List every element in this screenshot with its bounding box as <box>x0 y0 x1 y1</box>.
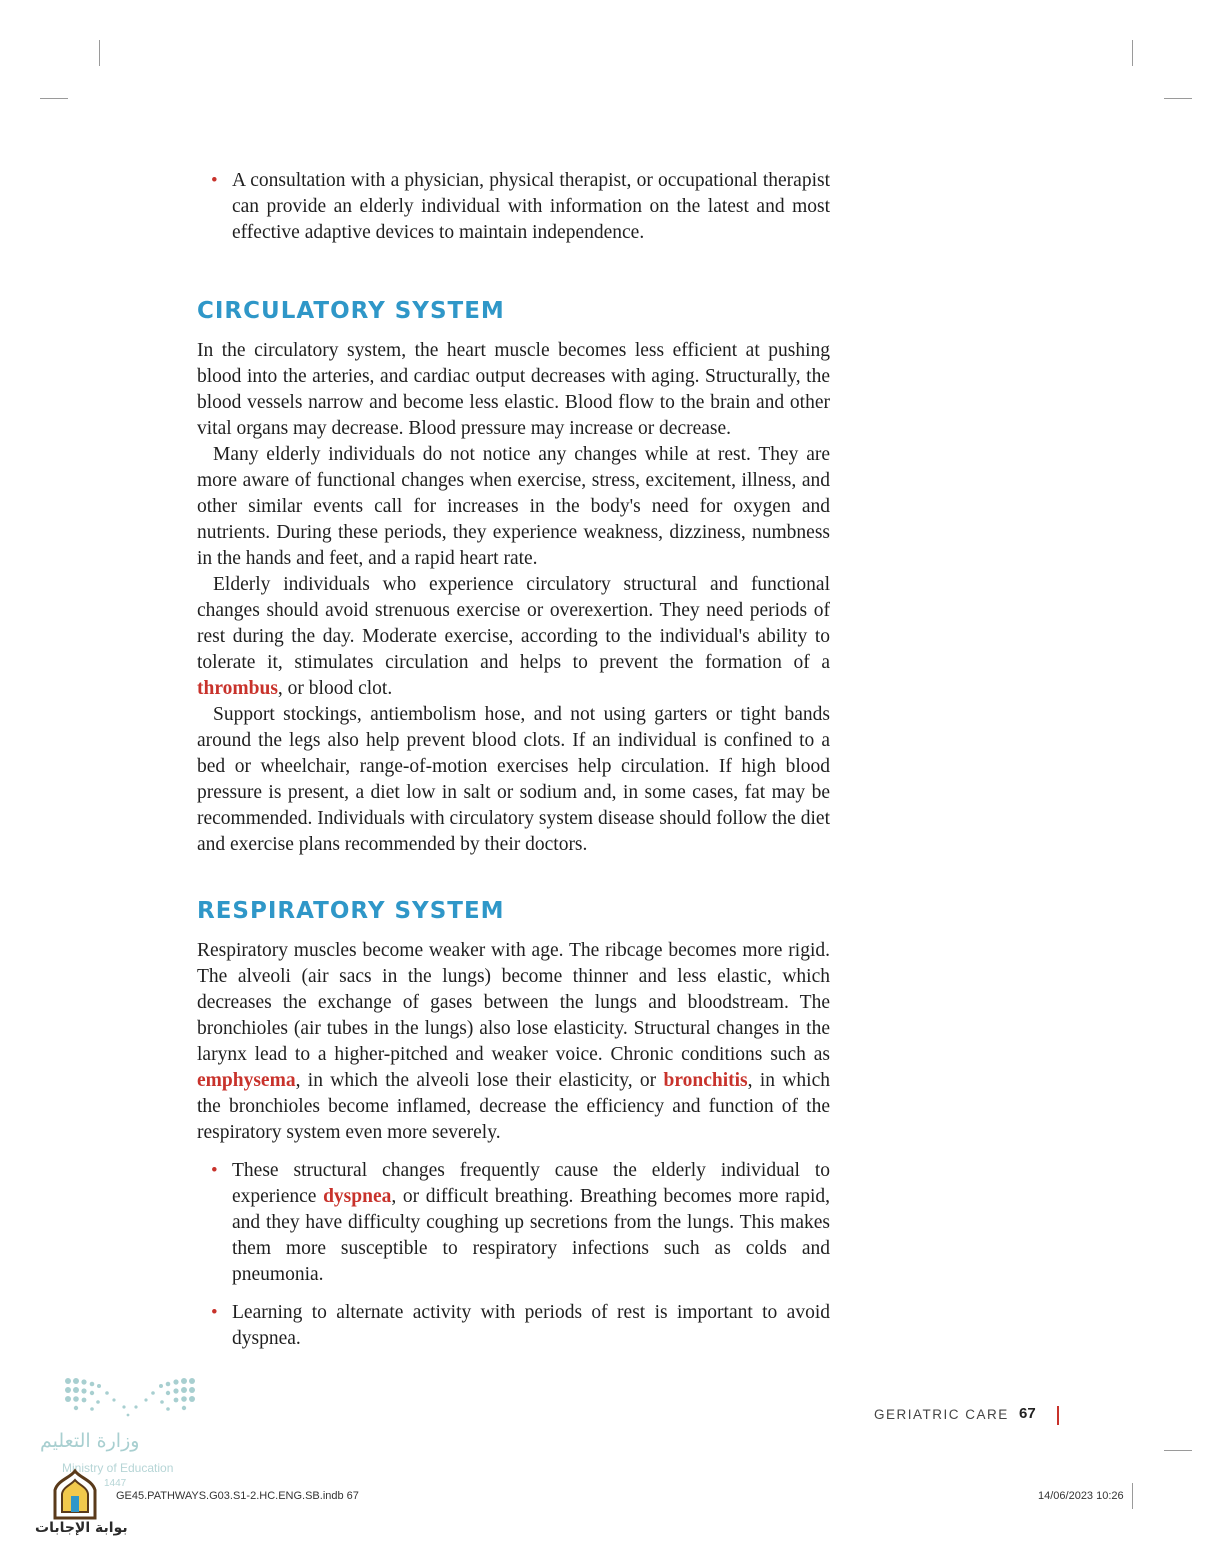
bullet-item <box>197 1300 830 1352</box>
bullet-dot-icon: • <box>211 170 218 191</box>
running-head: GERIATRIC CARE <box>874 1407 1009 1422</box>
print-slug-date: 14/06/2023 10:26 <box>1038 1490 1124 1502</box>
paragraph: In the circulatory system, the heart muscle becomes less efficient at pushing blood into the arteries, and cardiac output decreases with aging. Structurally, the blood vessels narrow and become less elastic. Blood flow to the brain and other vital organs may decrease. Blood pressure may increase or decrease. <box>197 340 830 439</box>
paragraph: Many elderly individuals do not notice any changes while at rest. They are more aware of functional changes when exercise, stress, excitement, illness, and other similar events call for increases in the body's need for oxygen and nutrients. During these periods, they experience weakness, dizziness, numbness in the hands and feet, and a rapid heart rate. <box>197 444 830 569</box>
paragraph: Support stockings, antiembolism hose, and not using garters or tight bands around the legs also help prevent blood clots. If an individual is confined to a bed or wheelchair, range-of-motion exercises help circulation. If high blood pressure is present, a diet low in salt or sodium and, in some cases, fat may be recommended. Individuals with circulatory system disease should follow the diet and exercise plans recommended by their doctors. <box>197 704 830 855</box>
page-content <box>197 168 830 1352</box>
glossary-term: thrombus <box>197 678 278 699</box>
ministry-logo-icon <box>62 1375 202 1420</box>
watermark-logo-icon <box>50 1468 100 1520</box>
paragraph-text: , in which the alveoli lose their elasticity, or <box>295 1070 664 1091</box>
crop-mark <box>1164 1450 1192 1451</box>
ministry-year: 1447 <box>104 1478 127 1489</box>
page-number-bar <box>1057 1406 1059 1425</box>
paragraph-text: Elderly individuals who experience circulatory structural and functional changes should avoid strenuous exercise or overexertion. They need periods of rest during the day. Moderate exercise, according to the individual's ability to tolerate it, stimulates circulation and helps to prevent the formation of a <box>197 574 830 673</box>
page-number: 67 <box>1019 1405 1036 1422</box>
bullet-text: Learning to alternate activity with periods of rest is important to avoid dyspnea. <box>232 1302 830 1349</box>
paragraph-text: Respiratory muscles become weaker with age. The ribcage becomes more rigid. The alveoli (air sacs in the lungs) become thinner and less elastic, which decreases the exchange of gases between the lungs and bloodstream. The bronchioles (air tubes in the lungs) also lose elasticity. Structural changes in the larynx lead to a higher-pitched and weaker voice. Chronic conditions such as <box>197 940 830 1065</box>
section-heading-circulatory: CIRCULATORY SYSTEM <box>197 298 505 324</box>
bullet-text: , or difficult breathing. Breathing becomes more rapid, and they have difficulty coughing up secretions from the lungs. This makes them more susceptible to respiratory infections such as colds and pneumonia. <box>232 1186 831 1285</box>
crop-mark <box>1132 40 1133 66</box>
glossary-term: dyspnea <box>323 1186 392 1207</box>
glossary-term: bronchitis <box>663 1070 748 1091</box>
glossary-term: emphysema <box>197 1070 296 1091</box>
watermark-text: بوابة الإجابات <box>35 1520 128 1536</box>
crop-mark <box>1164 98 1192 99</box>
bullet-item <box>197 168 830 246</box>
paragraph-text: , in which the bronchioles become inflamed, decrease the efficiency and function of the respiratory system even more severely. <box>197 1070 830 1143</box>
bullet-dot-icon: • <box>211 1302 218 1323</box>
ministry-name-english: Ministry of Education <box>62 1461 174 1475</box>
paragraph-text: , or blood clot. <box>277 678 393 699</box>
bullet-dot-icon: • <box>211 1160 218 1181</box>
crop-mark <box>1132 1483 1133 1509</box>
bullet-text: A consultation with a physician, physical therapist, or occupational therapist can provide an elderly individual with information on the latest and most effective adaptive devices to maintain independence. <box>232 170 830 243</box>
ministry-name-arabic: وزارة التعليم <box>40 1430 140 1452</box>
crop-mark <box>99 40 100 66</box>
print-slug-file: GE45.PATHWAYS.G03.S1-2.HC.ENG.SB.indb 67 <box>116 1490 359 1502</box>
section-heading-respiratory: RESPIRATORY SYSTEM <box>197 898 505 924</box>
paragraph <box>197 938 830 1146</box>
paragraph <box>197 572 830 702</box>
crop-mark <box>40 98 68 99</box>
bullet-text: These structural changes frequently cause the elderly individual to experience <box>232 1160 830 1207</box>
bullet-item <box>197 1158 830 1288</box>
